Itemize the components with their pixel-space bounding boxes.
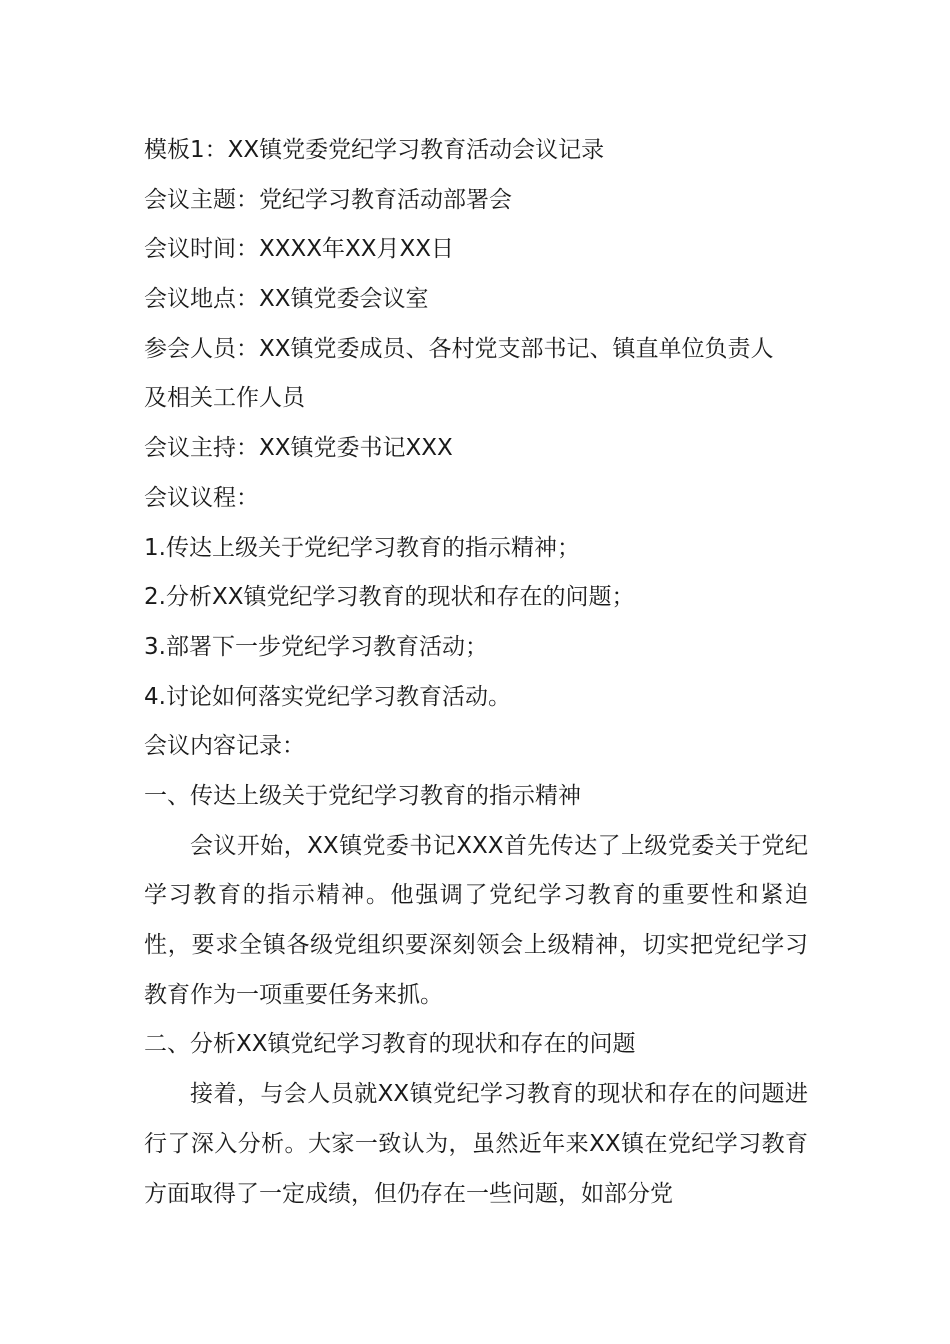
section-body: 会议开始，XX镇党委书记XXX首先传达了上级党委关于党纪学习教育的指示精神。他强调了党纪学习教育的重要性和紧迫性，要求全镇各级党组织要深刻领会上级精神，切实把党纪学习教育作为一项重要任务来抓。 [144, 832, 808, 1008]
agenda-item: 4.讨论如何落实党纪学习教育活动。 [144, 683, 511, 710]
section-body: 接着，与会人员就XX镇党纪学习教育的现状和存在的问题进行了深入分析。大家一致认为，虽然近年来XX镇在党纪学习教育方面取得了一定成绩，但仍存在一些问题，如部分党 [144, 1081, 808, 1207]
agenda-item: 3.部署下一步党纪学习教育活动； [144, 633, 488, 660]
meeting-time: 会议时间：XXXX年XX月XX日 [144, 236, 455, 263]
document-page [144, 126, 808, 1219]
section-heading: 一、传达上级关于党纪学习教育的指示精神 [144, 782, 581, 809]
agenda-item: 1.传达上级关于党纪学习教育的指示精神； [144, 534, 580, 561]
attendees-line-1: 参会人员：XX镇党委成员、各村党支部书记、镇直单位负责人 [144, 335, 774, 362]
meeting-host: 会议主持：XX镇党委书记XXX [144, 435, 453, 462]
document-title: 模板1：XX镇党委党纪学习教育活动会议记录 [144, 137, 605, 163]
meeting-theme: 会议主题：党纪学习教育活动部署会 [144, 186, 512, 213]
agenda-item: 2.分析XX镇党纪学习教育的现状和存在的问题； [144, 584, 635, 611]
meeting-place: 会议地点：XX镇党委会议室 [144, 286, 429, 313]
content-heading: 会议内容记录： [144, 733, 305, 760]
section-heading: 二、分析XX镇党纪学习教育的现状和存在的问题 [144, 1031, 636, 1058]
attendees-line-2: 及相关工作人员 [144, 385, 305, 412]
agenda-heading: 会议议程： [144, 484, 259, 511]
